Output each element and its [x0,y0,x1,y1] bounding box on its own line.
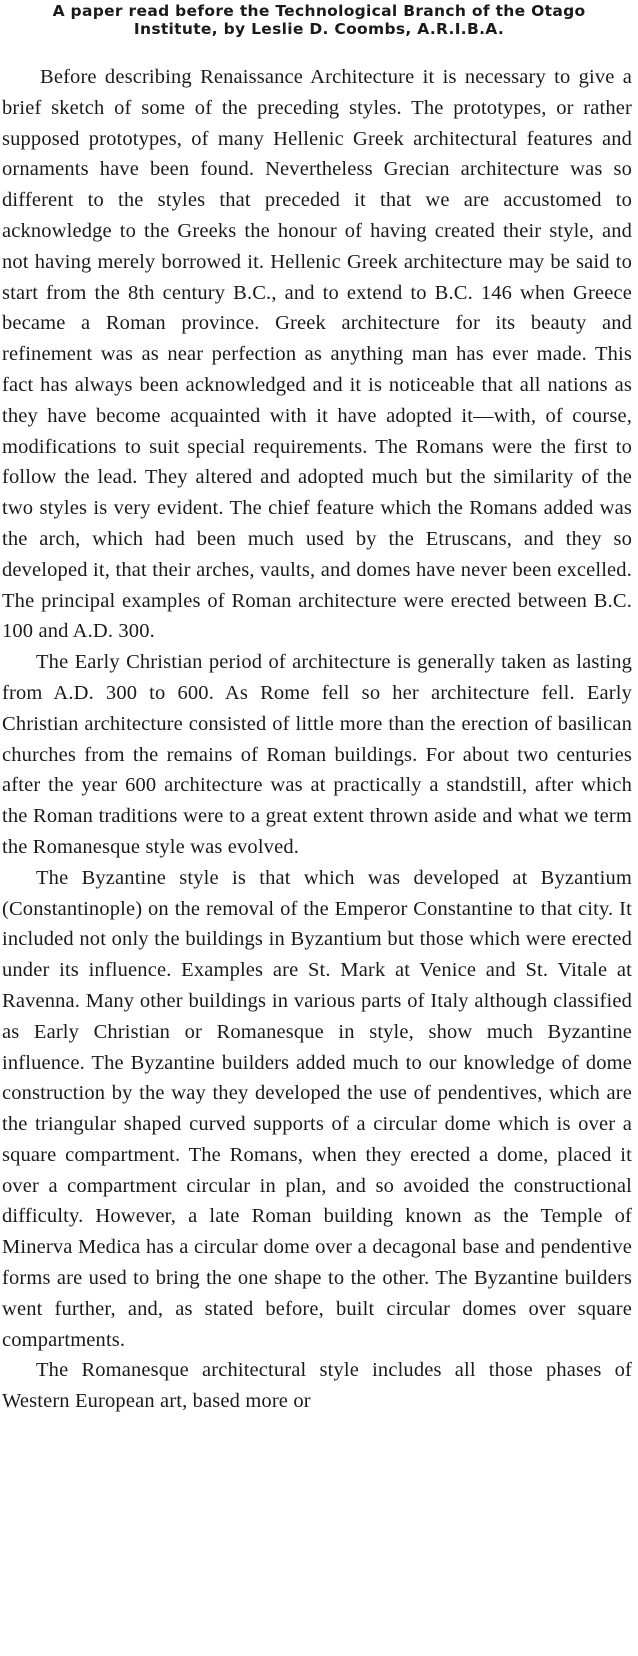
paragraph-romanesque: The Romanesque architectural style includes all those phases of Western European art, based more or [2,1359,632,1413]
byline-line-2: Institute, by Leslie D. Coombs, A.R.I.B.A. [133,20,505,38]
article-body [2,62,632,1417]
paragraph-early-christian: The Early Christian period of architecture is generally taken as lasting from A.D. 300 to 600. As Rome fell so her architecture fell. Early Christian architecture consisted of little more than the erection of basilican churches from the remains of Roman buildings. For about two centuries after the year 600 architecture was at practically a standstill, after which the Roman traditions were to a great extent thrown aside and what we term the Romanesque style was evolved. [2,651,632,858]
byline-line-1: A paper read before the Technological Branch of the Otago [52,2,586,20]
paragraph-byzantine: The Byzantine style is that which was developed at Byzantium (Constantinople) on the removal of the Emperor Constantine to that city. It included not only the buildings in Byzantium but those which were erected under its influence. Examples are St. Mark at Venice and St. Vitale at Ravenna. Many other buildings in various parts of Italy although classified as Early Christian or Romanesque in style, show much Byzantine influence. The Byzantine builders added much to our knowledge of dome construction by the way they developed the use of pendentives, which are the triangular shaped curved supports of a circular dome which is over a square compartment. The Romans, when they erected a dome, placed it over a compartment circular in plan, and so avoided the constructional difficulty. However, a late Roman building known as the Temple of Minerva Medica has a circular dome over a decagonal base and pendentive forms are used to bring the one shape to the other. The Byzantine builders went further, and, as stated before, built circular domes over square compartments. [2,866,632,1351]
article-byline [0,0,638,38]
paragraph-greek-roman: Before describing Renaissance Architecture it is necessary to give a brief sketch of some of the preceding styles. The prototypes, or rather supposed prototypes, of many Hellenic Greek architectural features and ornaments have been found. Nevertheless Grecian architecture was so different to the styles that preceded it that we are accustomed to acknowledge to the Greeks the honour of having created their style, and not having merely borrowed it. Hellenic Greek architecture may be said to start from the 8th century B.C., and to extend to B.C. 146 when Greece became a Roman province. Greek architecture for its beauty and refinement was as near perfection as anything man has ever made. This fact has always been acknowledged and it is noticeable that all nations as they have become acquainted with it have adopted it—with, of course, modifications to suit special requirements. The Romans were the first to follow the lead. They altered and adopted much but the similarity of the two styles is very evident. The chief feature which the Romans added was the arch, which had been much used by the Etruscans, and they so developed it, that their arches, vaults, and domes have never been excelled. The principal examples of Roman architecture were erected between B.C. 100 and A.D. 300. [2,66,632,643]
